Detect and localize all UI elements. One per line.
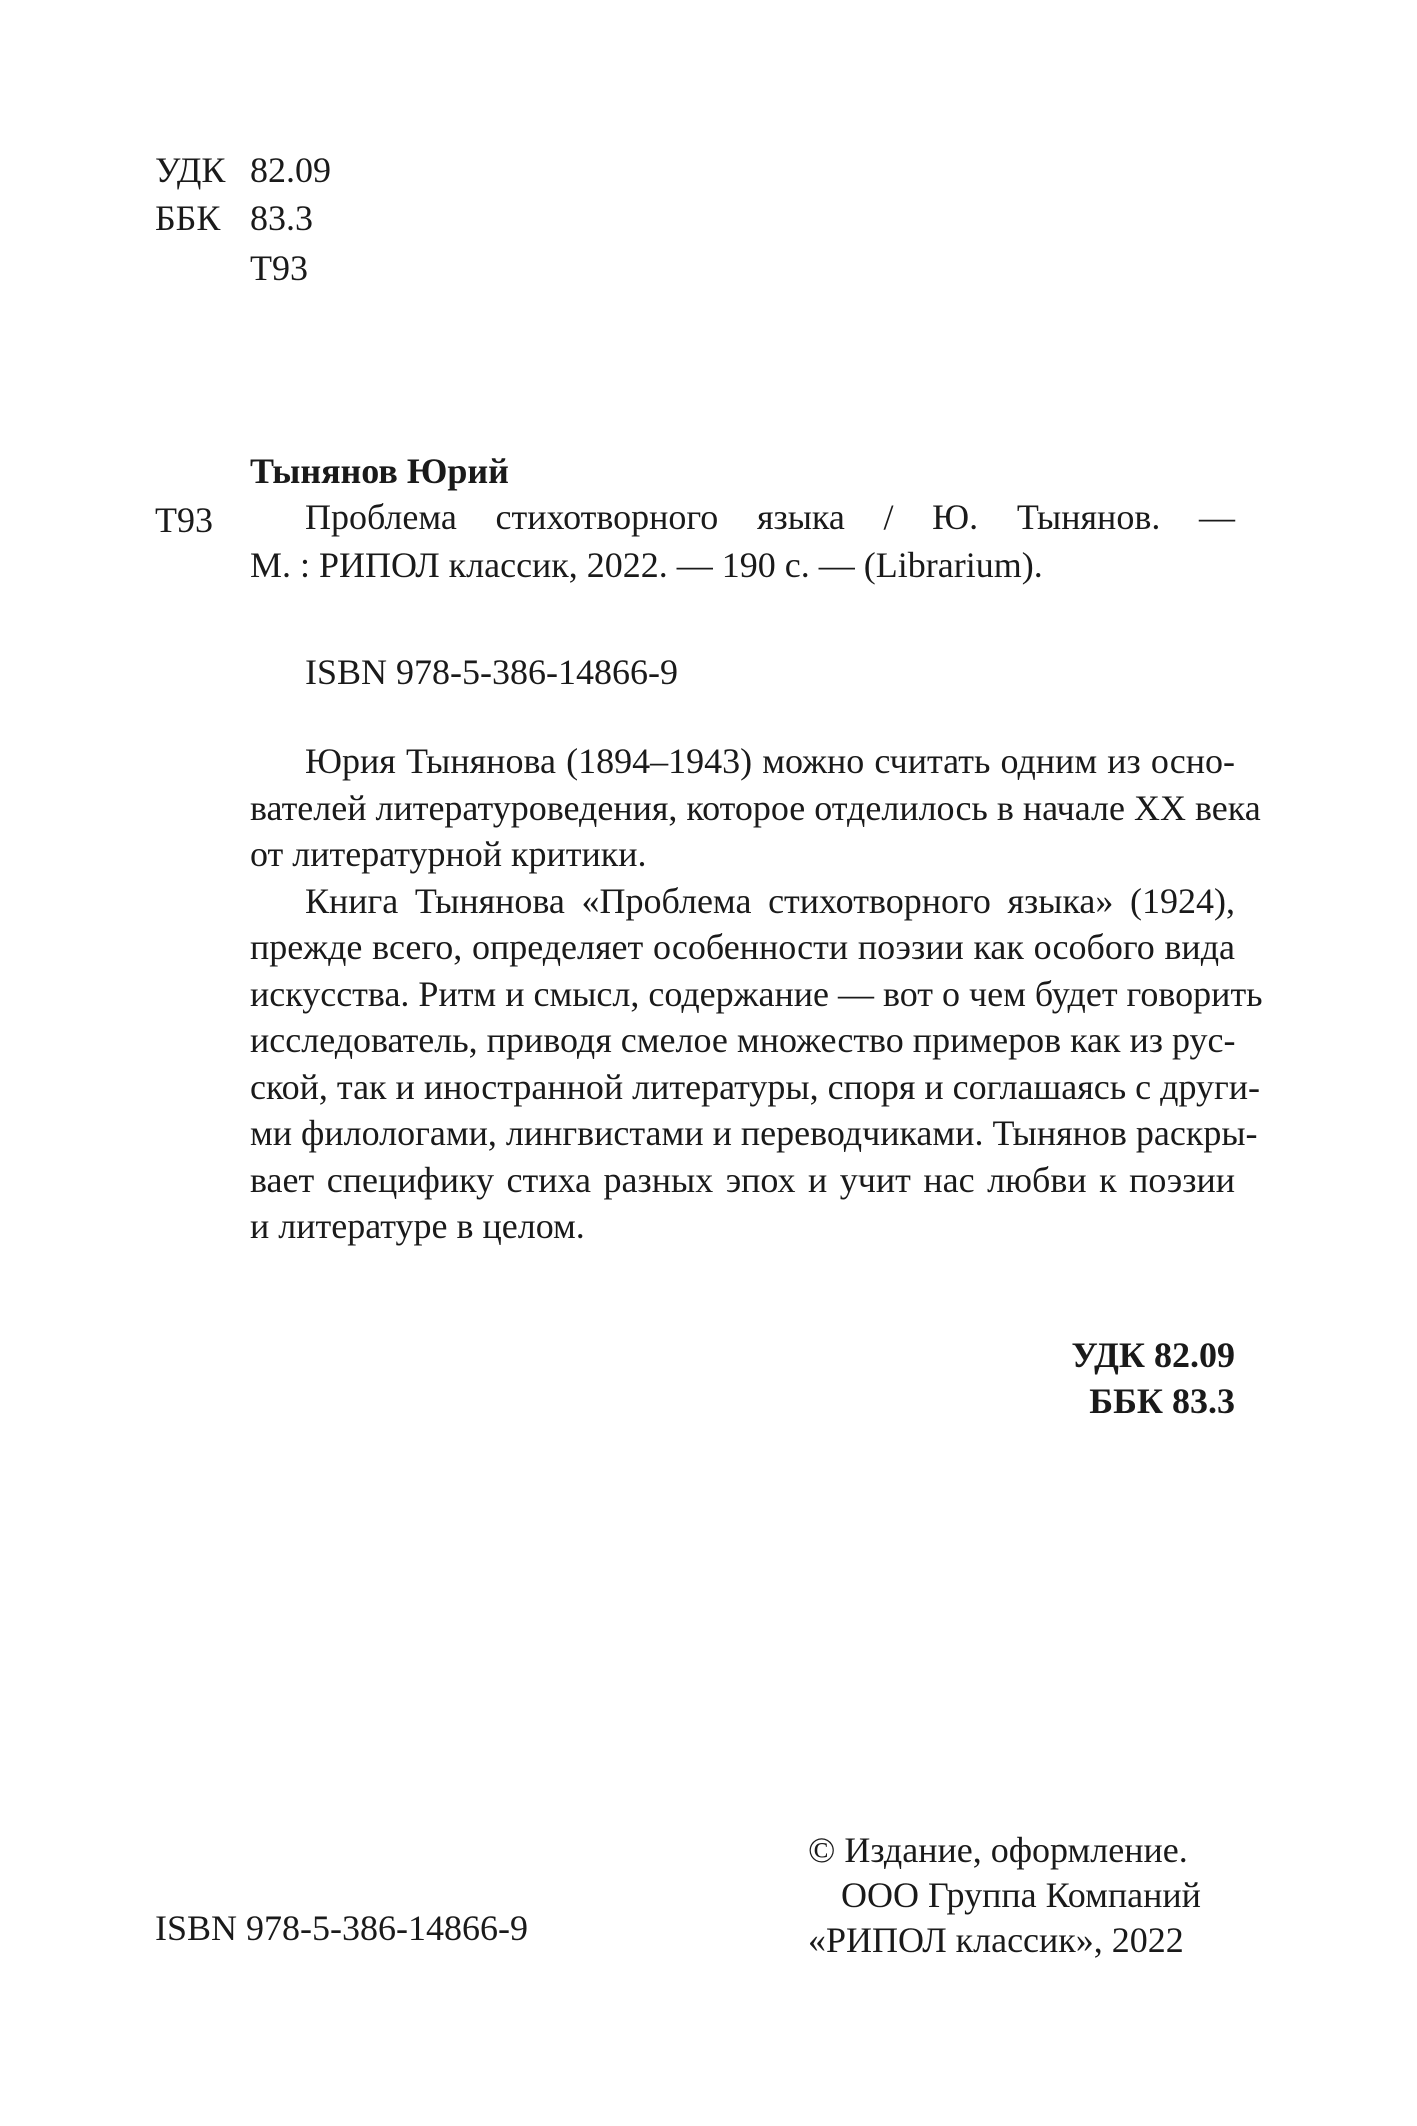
annotation-line: и литературе в целом.	[250, 1206, 585, 1246]
copyright-line: ООО Группа Компаний	[841, 1875, 1201, 1915]
record-author: Тынянов Юрий	[250, 451, 509, 491]
annotation-line: Юрия Тынянова (1894–1943) можно считать одним из осно-	[305, 741, 1235, 781]
bottom-udk: УДК 82.09	[1071, 1335, 1235, 1375]
author-sign: Т93	[250, 248, 308, 288]
bottom-bbk: ББК 83.3	[1089, 1381, 1235, 1421]
annotation-line: исследователь, приводя смелое множество примеров как из рус-	[250, 1020, 1236, 1060]
record-title-line: Проблема стихотворного языка / Ю. Тынянов. —	[305, 497, 1235, 537]
copyright-line: © Издание, оформление.	[808, 1830, 1188, 1870]
footer-isbn: ISBN 978-5-386-14866-9	[155, 1908, 528, 1948]
record-description	[250, 493, 1235, 589]
copyright-notice	[808, 1828, 1201, 1963]
annotation-line: вателей литературоведения, которое отделилось в начале XX века	[250, 787, 1261, 828]
record-imprint-line: М. : РИПОЛ классик, 2022. — 190 с. — (Librarium).	[250, 545, 1043, 585]
record-isbn: ISBN 978-5-386-14866-9	[305, 652, 678, 692]
record-author-sign: Т93	[155, 500, 213, 540]
annotation-line: от литературной критики.	[250, 834, 647, 874]
annotation-line: ской, так и иностранной литературы, споря и соглашаясь с други-	[250, 1066, 1261, 1107]
annotation-line: ми филологами, лингвистами и переводчиками. Тынянов раскры-	[250, 1113, 1258, 1153]
annotation-line: вает специфику стиха разных эпох и учит нас любви к поэзии	[250, 1159, 1235, 1200]
annotation-line: прежде всего, определяет особенности поэзии как особого вида	[250, 927, 1235, 967]
annotation	[250, 738, 1263, 1250]
annotation-line: Книга Тынянова «Проблема стихотворного языка» (1924),	[305, 880, 1235, 921]
bbk-value: 83.3	[250, 198, 313, 238]
udk-value: 82.09	[250, 150, 331, 190]
annotation-line: искусства. Ритм и смысл, содержание — вот о чем будет говорить	[250, 973, 1263, 1014]
bottom-classification	[1071, 1332, 1235, 1424]
bbk-label: ББК	[155, 198, 221, 238]
copyright-line: «РИПОЛ классик», 2022	[808, 1920, 1184, 1960]
udk-label: УДК	[155, 150, 226, 190]
